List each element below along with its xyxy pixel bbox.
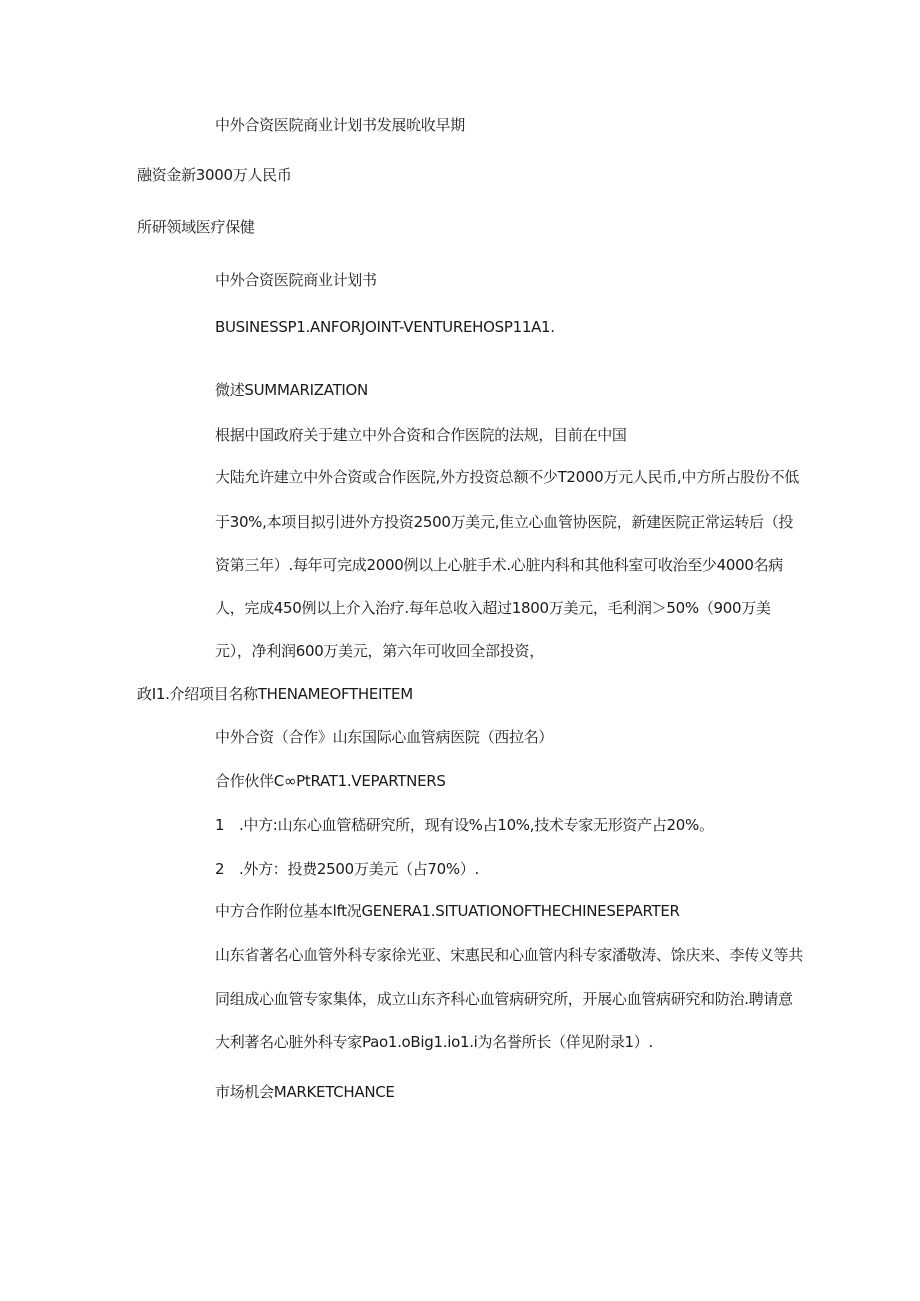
field-line: 所研领域医疗保健 xyxy=(137,218,255,236)
summary-paragraph-line: 根据中国政府关于建立中外合资和合作医院的法规，目前在中国 xyxy=(215,426,627,444)
plan-title-en: BUSINESSP1.ANFORJOINT-VENTUREHOSP11A1. xyxy=(215,318,555,336)
market-chance-heading: 市场机会MARKETCHANCE xyxy=(215,1083,395,1101)
partner-paragraph-line: 山东省著名心血管外科专家徐光亚、宋惠民和心血管内科专家潘敬涛、馀庆来、李传义等共 xyxy=(215,946,804,964)
header-title: 中外合资医院商业计划书发展吮收早期 xyxy=(215,116,465,134)
partner-list-item: 2 .外方：投费2500万美元（占70%）. xyxy=(215,860,479,878)
partner-paragraph-line: 大利著名心脏外科专家Pao1.oBig1.io1.i为名誉所长（佯见附录1）. xyxy=(215,1033,653,1051)
financing-amount: 融资金新3000万人民币 xyxy=(137,166,292,184)
section-heading-item-name: 政I1.介绍项目名称THENAMEOFTHEITEM xyxy=(137,685,413,703)
partner-paragraph-line: 同组成心血管专家集体，成立山东齐科心血管病研究所，开展心血管病研究和防治.聘请意 xyxy=(215,990,793,1008)
chinese-partner-heading: 中方合作附位基本lft况GENERA1.SITUATIONOFTHECHINESEPARTER xyxy=(215,902,680,920)
summary-paragraph-line: 元），净利润600万美元，第六年可收回全部投资， xyxy=(215,642,544,660)
partner-list-item: 1 .中方:山东心血管嵇研究所，现有设%占10%,技术专家无形资产占20%。 xyxy=(215,816,714,834)
summary-heading: 微述SUMMARIZATION xyxy=(215,381,368,399)
item-name: 中外合资（合作》山东国际心血管病医院（西拉名） xyxy=(215,728,554,746)
partners-heading: 合作伙伴C∞PtRAT1.VEPARTNERS xyxy=(215,772,446,790)
summary-paragraph-line: 于30%,本项目拟引进外方投资2500万美元,隹立心血管协医院，新建医院正常运转后（投 xyxy=(215,513,794,531)
summary-paragraph-line: 大陆允许建立中外合资或合作医院,外方投资总额不少T2000万元人民币,中方所占股份不低 xyxy=(215,468,799,486)
plan-title-cn: 中外合资医院商业计划书 xyxy=(215,271,377,289)
summary-paragraph-line: 资第三年）.每年可完成2000例以上心脏手术.心脏内科和其他科室可收治至少4000名病 xyxy=(215,556,783,574)
summary-paragraph-line: 人，完成450例以上介入治疗.每年总收入超过1800万美元，毛利润＞50%（900万美 xyxy=(215,599,771,617)
